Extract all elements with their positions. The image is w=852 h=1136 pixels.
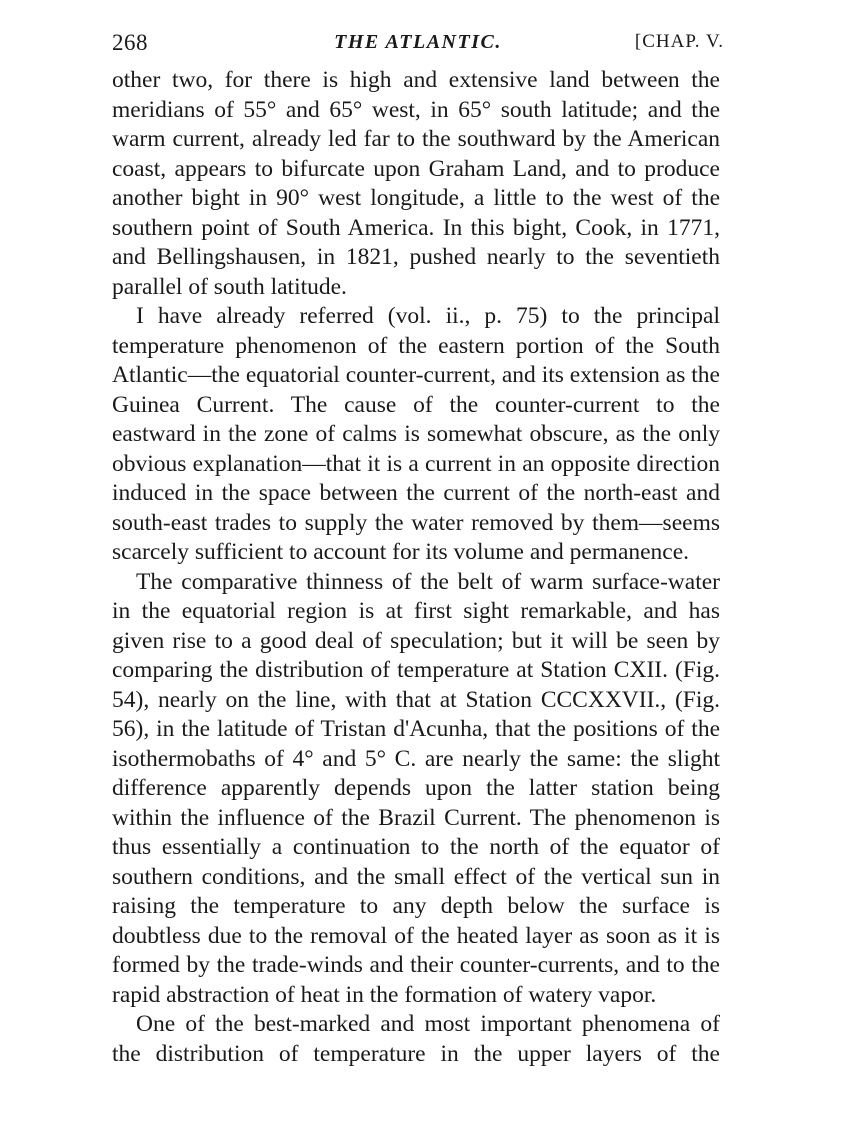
page-header <box>112 30 724 62</box>
paragraph-phenomena: One of the best-marked and most important phenomena of the distribution of temperature in the upper layers of the <box>112 1011 720 1067</box>
chapter-label: [CHAP. V. <box>634 31 724 52</box>
paragraph-continued: other two, for there is high and extensive land between the meridians of 55° and 65° west, in 65° south latitude; and the warm current, already led far to the southward by the American coast, appears to bifurcate upon Graham Land, and to produce another bight in 90° west longitude, a little to the west of the southern point of South America. In this bight, Cook, in 1771, and Bellingshausen, in 1821, pushed nearly to the seventieth parallel of south latitude. <box>112 67 720 300</box>
paragraph-warm-belt: The comparative thinness of the belt of warm surface-water in the equatorial region is at first sight remarkable, and has given rise to a good deal of speculation; but it will be seen by comparing the distribution of temperature at Station CXII. (Fig. 54), nearly on the line, with that at Station CCCXXVII., (Fig. 56), in the latitude of Tristan d'Acunha, that the positions of the isothermobaths of 4° and 5° C. are nearly the same: the slight difference apparently depends upon the latter station being within the influence of the Brazil Current. The phenomenon is thus essentially a continuation to the north of the equator of southern conditions, and the small effect of the vertical sun in raising the temperature to any depth below the surface is doubtless due to the removal of the heated layer as soon as it is formed by the trade-winds and their counter-currents, and to the rapid abstraction of heat in the formation of watery vapor. <box>112 568 720 1008</box>
running-title: THE ATLANTIC. <box>334 31 502 53</box>
page-number: 268 <box>112 30 148 55</box>
body-text <box>112 66 720 1069</box>
paragraph-counter-current: I have already referred (vol. ii., p. 75) to the principal temperature phenomenon of the eastern portion of the South Atlantic—the equatorial counter-current, and its extension as the Guinea Current. The cause of the counter-current to the eastward in the zone of calms is somewhat obscure, as the only obvious explanation—that it is a current in an opposite direction induced in the space between the current of the north-east and south-east trades to supply the water removed by them—seems scarcely sufficient to account for its volume and permanence. <box>112 303 720 565</box>
